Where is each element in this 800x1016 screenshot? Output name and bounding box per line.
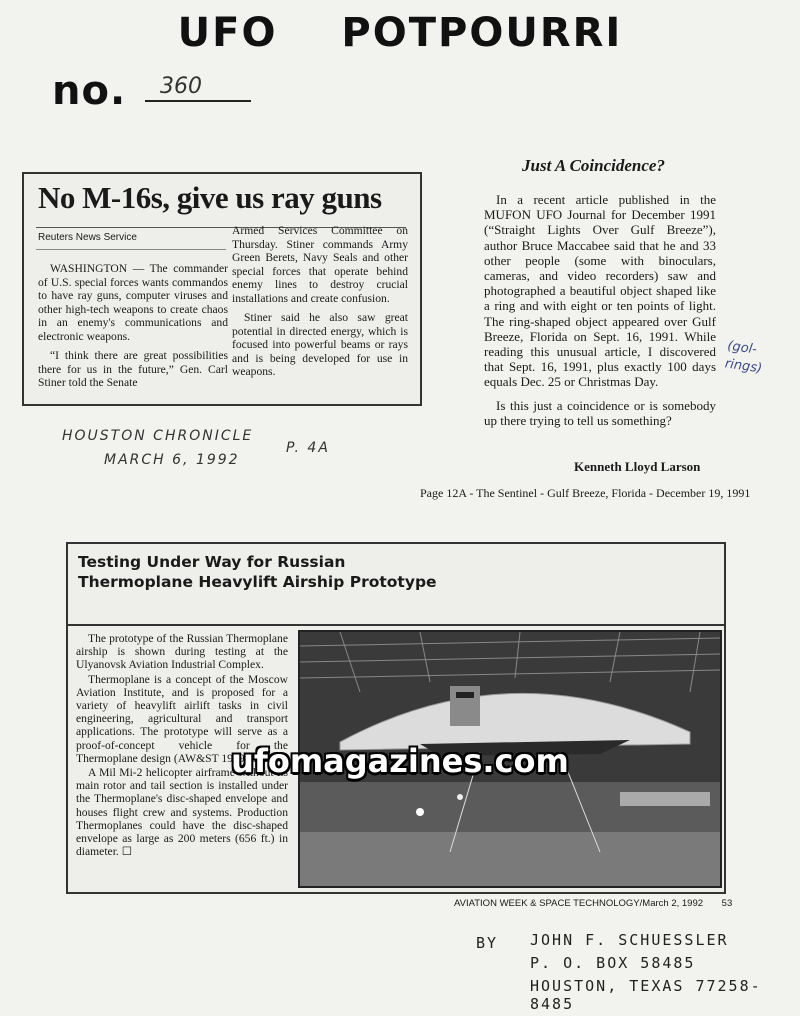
- margin-annotation-line: (gol-: [726, 338, 758, 358]
- letter-body: [484, 192, 716, 436]
- letter-source-line: Page 12A - The Sentinel - Gulf Breeze, Florida - December 19, 1991: [420, 486, 751, 500]
- paragraph: Armed Services Committee on Thursday. Stiner commands Army Green Berets, Navy Seals and other special forces that operate behind enemy lines to destroy crucial installations and create confusion.: [232, 224, 408, 305]
- paragraph: In a recent article published in the MUFON UFO Journal for December 1991 (“Straight Lights Over Gulf Breeze”), author Bruce Maccabee said that he and 33 other people (some with binoculars, cameras, and video recorders) saw and photographed a beautiful object shaped like a ring and with eight or ten points of light. The ring-shaped object appeared over Gulf Breeze, Florida on Sept. 16, 1991. While reading this unusual article, I discovered that Sept. 16, 1991, plus exactly 100 days equals Dec. 25 or Christmas Day.: [484, 192, 716, 390]
- issue-number-label: no.: [52, 68, 127, 114]
- credit-rule: [36, 249, 226, 250]
- issue-number-underline: [145, 100, 251, 102]
- address-city: HOUSTON, TEXAS 77258-8485: [530, 977, 762, 1013]
- handwritten-date: MARCH 6, 1992: [104, 452, 240, 468]
- paragraph: WASHINGTON — The commander of U.S. special forces wants commandos to have ray guns, computer viruses and other high-tech weapons to create chaos in an enemy's communications and electronic weapons.: [38, 262, 228, 343]
- headline-line: Thermoplane Heavylift Airship Prototype: [78, 573, 437, 591]
- headline-line: Testing Under Way for Russian: [78, 553, 346, 571]
- paragraph: A Mil Mi-2 helicopter airframe without its main rotor and tail section is installed under the Thermoplane's disc-shaped envelope and houses flight crew and systems. Production Thermoplanes could have the disc-shaped envelope as large as 200 meters (656 ft.) in diameter. ☐: [76, 766, 288, 859]
- site-watermark: ufomagazines.com: [231, 742, 569, 780]
- article-footer: [454, 898, 732, 909]
- title-word-potpourri: POTPOURRI: [341, 10, 623, 56]
- headline-divider: [68, 624, 724, 626]
- clipping-thermoplane: [66, 542, 726, 894]
- margin-annotation-line: rings): [723, 356, 763, 377]
- address-by: BY: [476, 934, 499, 952]
- publication-line: AVIATION WEEK & SPACE TECHNOLOGY/March 2, 1992: [454, 898, 704, 909]
- address-name: JOHN F. SCHUESSLER: [530, 931, 729, 949]
- article-column-1: [38, 262, 228, 396]
- paragraph: Is this just a coincidence or is somebody up there trying to tell us something?: [484, 397, 716, 428]
- paragraph: The prototype of the Russian Thermoplane airship is shown during testing at the Ulyanovsk Aviation Industrial Complex.: [76, 632, 288, 672]
- paragraph: “I think there are great possibilities there for us in the future,” Gen. Carl Stiner told the Senate: [38, 349, 228, 389]
- letter-title: Just A Coincidence?: [522, 156, 665, 175]
- article-headline: [78, 552, 437, 592]
- page-title: [0, 10, 800, 56]
- issue-number-value: 360: [160, 74, 202, 99]
- handwritten-source: HOUSTON CHRONICLE: [62, 428, 254, 444]
- page-number: 53: [721, 898, 733, 909]
- article-headline: No M-16s, give us ray guns: [38, 180, 382, 215]
- clipping-ray-guns: [22, 172, 422, 406]
- article-column-2: [232, 224, 408, 385]
- letter-author: Kenneth Lloyd Larson: [574, 459, 701, 474]
- wire-service-credit: Reuters News Service: [38, 232, 137, 243]
- title-word-ufo: UFO: [177, 10, 278, 56]
- paragraph: Stiner said he also saw great potential in directed energy, which is focused into powerful beams or rays and is being developed for use in weapons.: [232, 311, 408, 378]
- handwritten-page: P. 4A: [286, 440, 330, 456]
- paragraph: Thermoplane is a concept of the Moscow Aviation Institute, and is proposed for a variety of heavylift airlift tasks in civil engineering, agricultural and transport applications. The prototype will serve as a proof-of-concept vehicle for the Thermoplane design (AW&ST 1989, p. 127).: [76, 672, 288, 765]
- address-po-box: P. O. BOX 58485: [530, 954, 696, 972]
- margin-annotation: [724, 338, 766, 379]
